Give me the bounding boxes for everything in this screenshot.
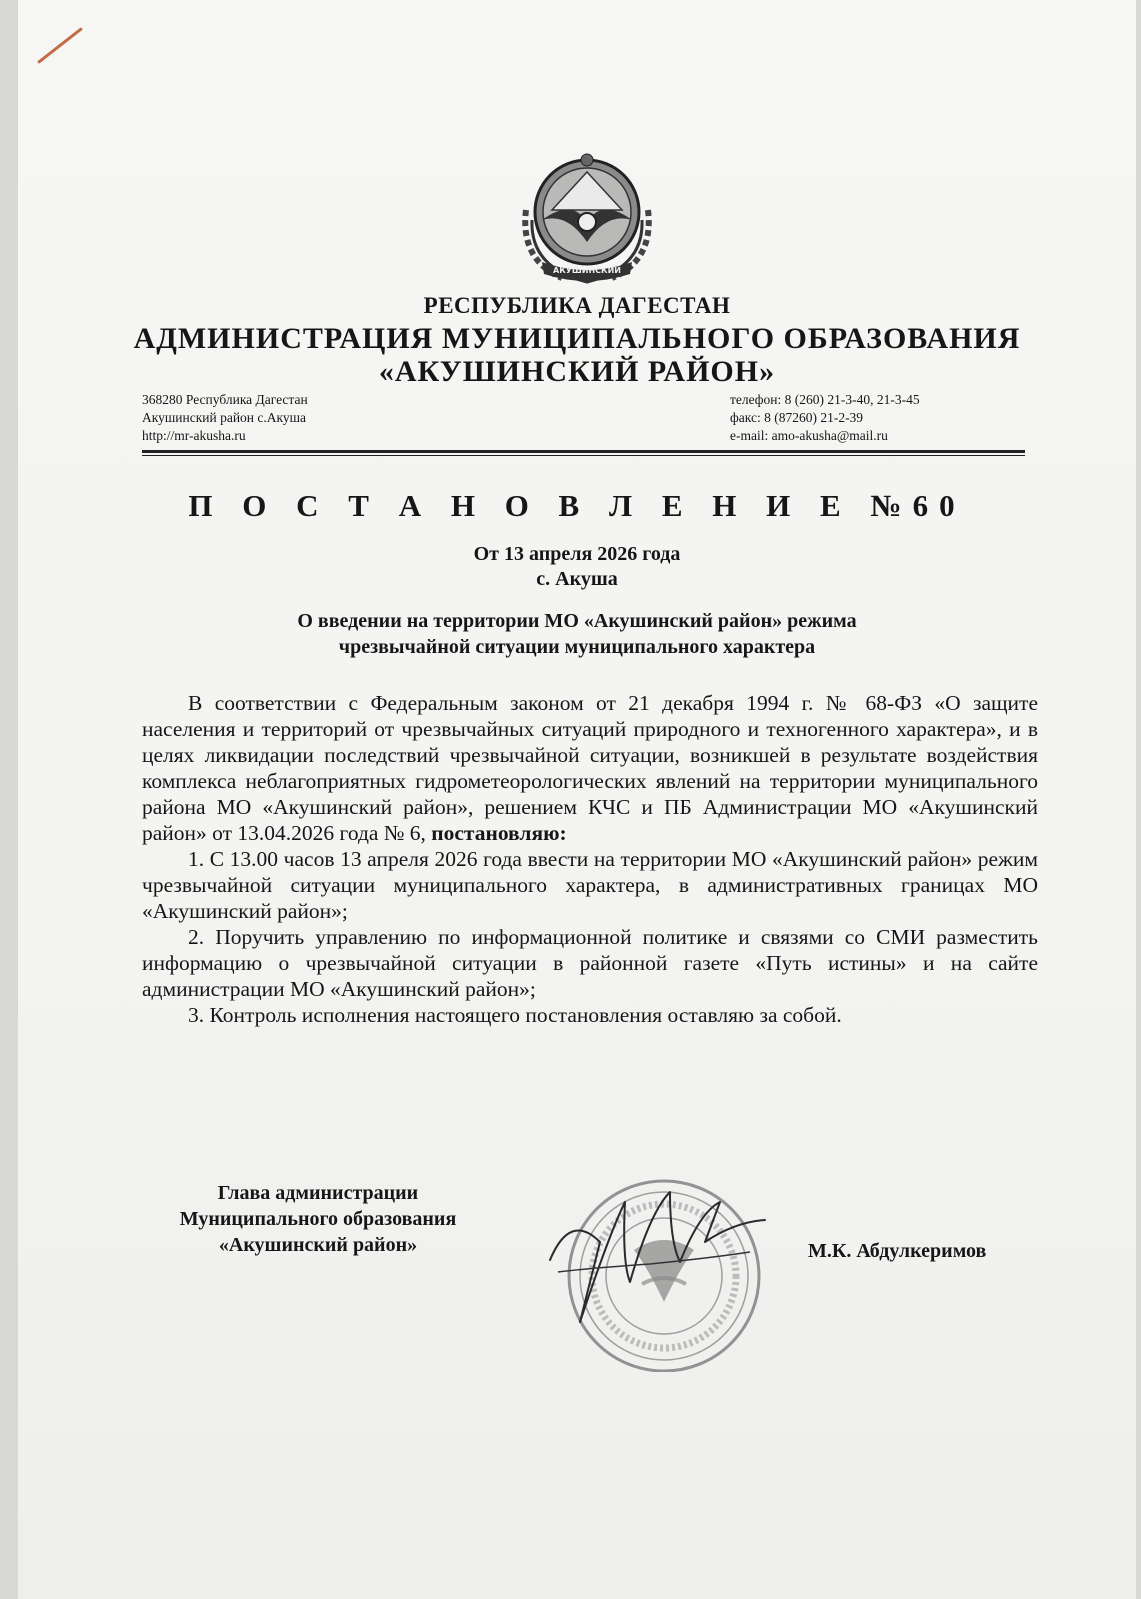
document-date: От 13 апреля 2026 года: [473, 543, 681, 565]
signatory-position: Глава администрации Муниципального образования «Акушинский район»: [179, 1182, 457, 1256]
header-divider-thin: [142, 455, 1025, 456]
header-divider-thick: [142, 450, 1025, 453]
administration-heading: АДМИНИСТРАЦИЯ МУНИЦИПАЛЬНОГО ОБРАЗОВАНИЯ: [133, 322, 1021, 355]
fax-line: факс: 8 (87260) 21-2-39: [730, 410, 864, 425]
address-block: [142, 391, 308, 445]
decree-item: 3. Контроль исполнения настоящего постановления оставляю за собой.: [188, 1003, 842, 1027]
svg-text:АКУШИНСКИЙ: АКУШИНСКИЙ: [553, 266, 621, 275]
phone-line: телефон: 8 (260) 21-3-40, 21-3-45: [730, 392, 920, 407]
republic-heading: РЕСПУБЛИКА ДАГЕСТАН: [423, 293, 731, 318]
address-line: 368280 Республика Дагестан: [142, 392, 308, 407]
decree-word: постановляю:: [431, 821, 567, 845]
subject-line: О введении на территории МО «Акушинский район» режима: [297, 610, 857, 632]
website-link[interactable]: http://mr-akusha.ru: [142, 428, 246, 443]
document-place: с. Акуша: [536, 568, 618, 590]
document-body: [142, 690, 1038, 1028]
document-sheet: [18, 0, 1136, 1599]
decree-item: 2. Поручить управлению по информационной политике и связями со СМИ разместить информацию о чрезвычайной ситуации в районной газете «Путь истины» и на сайте администрации МО «Акушинский район»;: [142, 925, 1038, 1001]
email-link[interactable]: e-mail: amo-akusha@mail.ru: [730, 428, 888, 443]
address-line: Акушинский район с.Акуша: [142, 410, 307, 425]
pen-mark: [37, 27, 83, 64]
contact-block: [730, 391, 920, 445]
district-heading: «АКУШИНСКИЙ РАЙОН»: [378, 355, 776, 388]
signer-name: М.К. Абдулкеримов: [808, 1240, 987, 1262]
subject-line: чрезвычайной ситуации муниципального характера: [338, 636, 816, 658]
official-stamp-and-signature: [530, 1172, 770, 1372]
coat-of-arms-emblem: [512, 150, 662, 290]
document-title: П О С Т А Н О В Л Е Н И Е №60: [188, 488, 966, 523]
decree-item: 1. С 13.00 часов 13 апреля 2026 года ввести на территории МО «Акушинский район» режим чрезвычайной ситуации муниципального характера, в административных границах МО «Акушинский район»;: [142, 847, 1038, 923]
preamble-paragraph: В соответствии с Федеральным законом от 21 декабря 1994 г. № 68-ФЗ «О защите населения и территорий от чрезвычайных ситуаций природного и техногенного характера», и в целях ликвидации последствий чрезвычайной ситуации, возникшей в результате воздействия комплекса неблагоприятных гидрометеорологических явлений на территории муниципального района МО «Акушинский район», решением КЧС и ПБ Администрации МО «Акушинский район» от 13.04.2026 года № 6, постановляю:: [142, 691, 1038, 845]
